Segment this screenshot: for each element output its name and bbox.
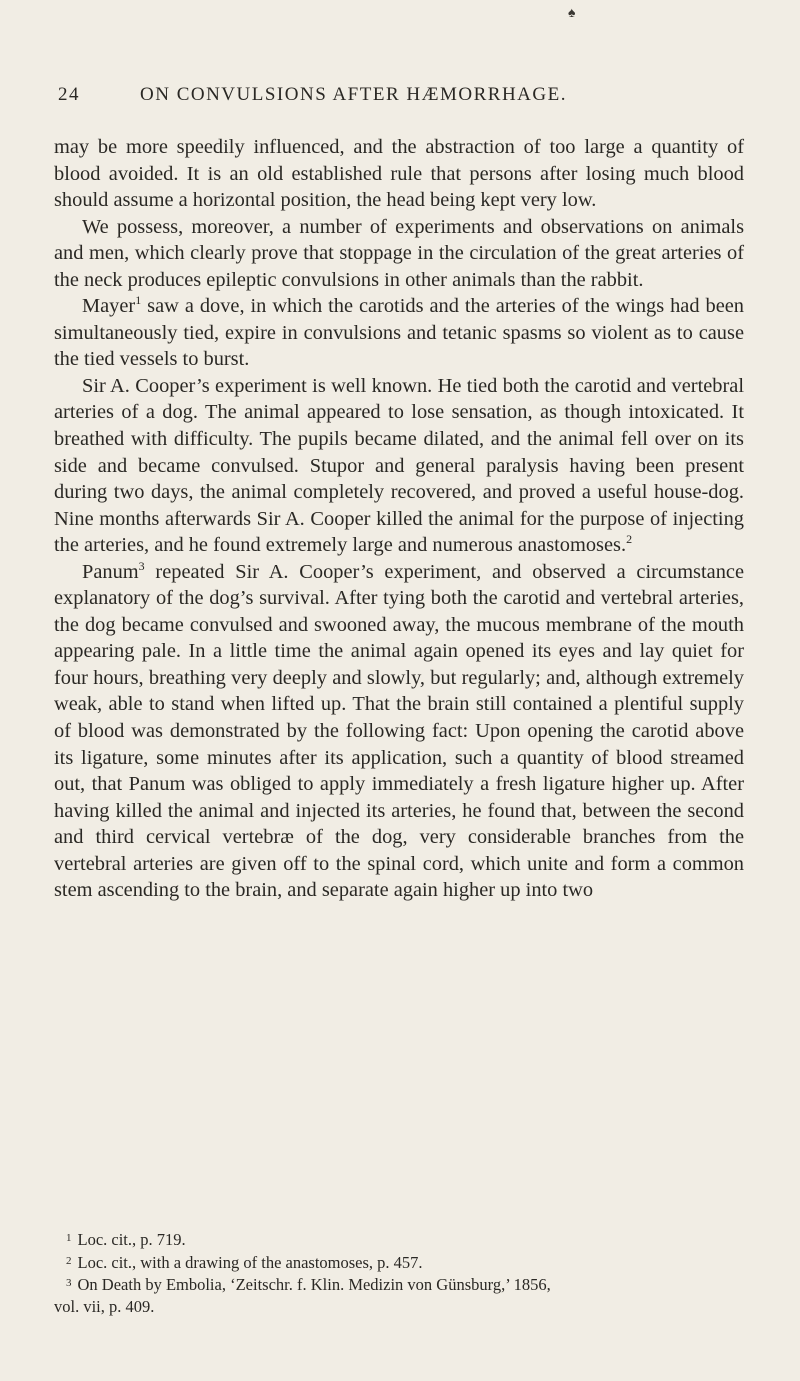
paragraph-text: We possess, moreover, a number of experiments and observations on animals and men, which clearly prove that stoppage in the circulation of the great arteries of the neck produces epileptic convulsions in other animals than the rabbit. xyxy=(54,215,744,291)
paragraph-text: may be more speedily influenced, and the abstraction of too large a quantity of blood avoided. It is an old established rule that persons after losing much blood should assume a horizontal position, the head being kept very low. xyxy=(54,136,744,212)
footnote-text: Loc. cit., with a drawing of the anastomoses, p. 457. xyxy=(77,1252,423,1272)
footnote xyxy=(54,1273,744,1296)
footnote-number: 2 xyxy=(66,1254,72,1267)
body-text xyxy=(54,134,744,904)
page-number: 24 xyxy=(58,84,80,105)
paragraph xyxy=(54,373,744,559)
footnote-ref: 1 xyxy=(135,293,142,308)
footnote xyxy=(54,1228,744,1251)
paragraph-text: Sir A. Cooper’s experiment is well known. He tied both the carotid and vertebral arteries of a dog. The animal appeared to lose sensation, as though intoxicated. It breathed with difficulty. The pupils became dilated, and the animal fell over on its side and became convulsed. Stupor and general paralysis having been present during two days, the animal completely recovered, and proved a useful house-dog. Nine months afterwards Sir A. Cooper killed the animal for the purpose of injecting the arteries, and he found extremely large and numerous anastomoses. xyxy=(54,374,744,557)
footnote xyxy=(54,1251,744,1274)
paragraph xyxy=(54,559,744,904)
footnote-continuation: vol. vii, p. 409. xyxy=(54,1296,155,1316)
paragraph xyxy=(54,293,744,373)
footnotes xyxy=(54,1228,744,1317)
footnote-text: On Death by Embolia, ‘Zeitschr. f. Klin. Medizin von Günsburg,’ 1856, xyxy=(77,1275,551,1294)
paragraph xyxy=(54,134,744,214)
paragraph xyxy=(54,214,744,294)
footnote-text: Loc. cit., p. 719. xyxy=(77,1230,186,1249)
paragraph-lead: Panum xyxy=(82,560,139,583)
paragraph-lead: Mayer xyxy=(82,295,136,318)
paragraph-text: repeated Sir A. Cooper’s experiment, and observed a circumstance explanatory of the dog’s survival. After tying both the carotid and vertebral arteries, the dog became convulsed and swooned away, the mucous membrane of the mouth appearing pale. In a little time the animal again opened its eyes and lay quiet for four hours, breathing very deeply and slowly, but regularly; and, although extremely weak, able to stand when lifted up. That the brain still contained a plentiful supply of blood was demonstrated by the following fact: Upon opening the carotid above its ligature, some minutes after its application, such a quantity of blood streamed out, that Panum was obliged to apply immediately a fresh ligature higher up. After having killed the animal and injected its arteries, he found that, between the second and third cervical vertebræ of the dog, very considerable branches from the vertebral arteries are given off to the spinal cord, which unite and form a common stem ascending to the brain, and separate again higher up into two xyxy=(54,560,744,902)
corner-mark: ♠ xyxy=(568,6,576,21)
footnote-ref: 3 xyxy=(138,558,145,573)
running-head: ON CONVULSIONS AFTER HÆMORRHAGE. xyxy=(140,84,567,105)
page-header xyxy=(48,84,748,114)
paragraph-text: saw a dove, in which the carotids and the arteries of the wings had been simultaneously tied, expire in convulsions and tetanic spasms so violent as to cause the tied vessels to burst. xyxy=(54,295,744,371)
footnote-number: 3 xyxy=(66,1277,72,1289)
footnote-number: 1 xyxy=(66,1232,72,1244)
footnote-ref: 2 xyxy=(626,532,633,547)
